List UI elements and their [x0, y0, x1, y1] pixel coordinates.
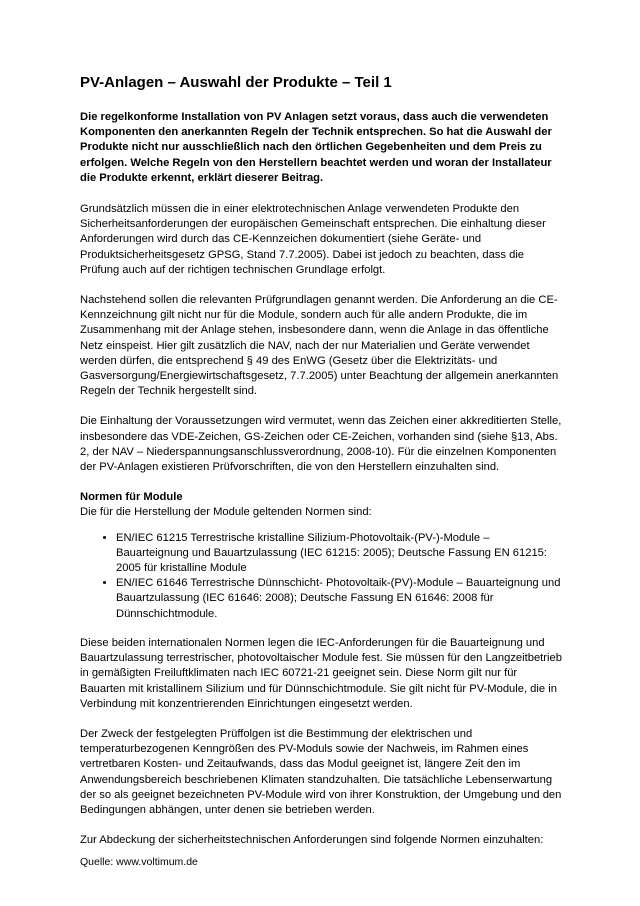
paragraph: Die Einhaltung der Voraussetzungen wird vermutet, wenn das Zeichen einer akkreditierten Stelle, insbesondere das VDE-Zeichen, GS-Zeichen oder CE-Zeichen, vorhanden sind (siehe §13, Abs. 2, der NAV – Niederspannungsanschlussverordnung, 2008-10). Für die einzelnen Komponenten der PV-Anlagen existieren Prüfvorschriften, die von den Herstellern einzuhalten sind.: [80, 415, 562, 474]
list-item: • EN/IEC 61215 Terrestrische kristalline Silizium-Photovoltaik-(PV-)-Module – Bauarteignung und Bauartzulassung (IEC 61215: 2005); Deutsche Fassung EN 61215: 2005 für kristalline Module: [116, 531, 564, 577]
list-item: • EN/IEC 61646 Terrestrische Dünnschicht- Photovoltaik-(PV)-Module – Bauarteignung und Bauartzulassung (IEC 61646: 2008); Deutsche Fassung EN 61646: 2008 für Dünnschichtmodule.: [116, 576, 564, 622]
paragraph: Diese beiden internationalen Normen legen die IEC-Anforderungen für die Bauarteignung und Bauartzulassung terrestrischer, photovoltaischer Module fest. Sie müssen für den Langzeitbetrieb in gemäßigten Freiluftklimaten nach IEC 60721-21 geeignet sein. Diese Norm gilt nur für Bauarten mit kristallinem Silizium und für Dünnschichtmodule. Sie gilt nicht für PV-Module, die in Verbindung mit konzentrierenden Einrichtungen eingesetzt werden.: [80, 636, 562, 710]
lead-paragraph: Die regelkonforme Installation von PV Anlagen setzt voraus, dass auch die verwendeten Komponenten den anerkannten Regeln der Technik entsprechen. So hat die Auswahl der Produkte nicht nur ausschließlich nach den örtlichen Gegebenheiten und dem Preis zu erfolgen. Welche Regeln von den Herstellern beachtet werden und woran der Installateur die Produkte erkennt, erklärt dieserer Beitrag.: [80, 111, 552, 184]
document-title: PV-Anlagen – Auswahl der Produkte – Teil 1: [80, 74, 392, 91]
document-body: [80, 74, 564, 863]
source-footer: Quelle: www.voltimum.de: [80, 856, 198, 868]
paragraph: Grundsätzlich müssen die in einer elektrotechnischen Anlage verwendeten Produkte den Sicherheitsanforderungen der europäischen Gemeinschaft entsprechen. Die einhaltung dieser Anforderungen wird durch das CE-Kennzeichen dokumentiert (siehe Geräte- und Produktsicherheitsgesetz GPSG, Stand 7.7.2005). Dabei ist jedoch zu beachten, dass die Prüfung auch auf der richtigen technischen Grundlage erfolgt.: [80, 203, 546, 276]
section-intro: Die für die Herstellung der Module geltenden Normen sind:: [80, 506, 372, 519]
section-heading: Normen für Module: [80, 491, 183, 504]
paragraph: Nachstehend sollen die relevanten Prüfgrundlagen genannt werden. Die Anforderung an die CE-Kennzeichnung gilt nicht nur für die Module, sondern auch für alle andern Produkte, die im Zusammenhang mit der Anlage stehen, insbesondere dann, wenn die Anlage in das öffentliche Netz einspeist. Hier gilt zusätzlich die NAV, nach der nur Materialien und Geräte verwendet werden dürfen, die entsprechend § 49 des EnWG (Gesetz über die Elektrizitäts- und Gasversorgung/Energiewirtschaftsgesetz, 7.7.2005) unter Beachtung der allgemein anerkannten Regeln der Technik hergestellt sind.: [80, 294, 559, 398]
paragraph: Der Zweck der festgelegten Prüffolgen ist die Bestimmung der elektrischen und temperaturbezogenen Kenngrößen des PV-Moduls sowie der Nachweis, im Rahmen eines vertretbaren Kosten- und Zeitaufwands, dass das Modul geeignet ist, längere Zeit den im Anwendungsbereich beschriebenen Klimaten standzuhalten. Die tatsächliche Lebenserwartung der so als geeignet bezeichneten PV-Module wird von ihrer Konstruktion, der Umgebung und den Bedingungen abhängen, unter denen sie betrieben werden.: [80, 727, 562, 816]
paragraph: Zur Abdeckung der sicherheitstechnischen Anforderungen sind folgende Normen einzuhalten:: [80, 834, 544, 847]
norm-list: [80, 531, 564, 622]
